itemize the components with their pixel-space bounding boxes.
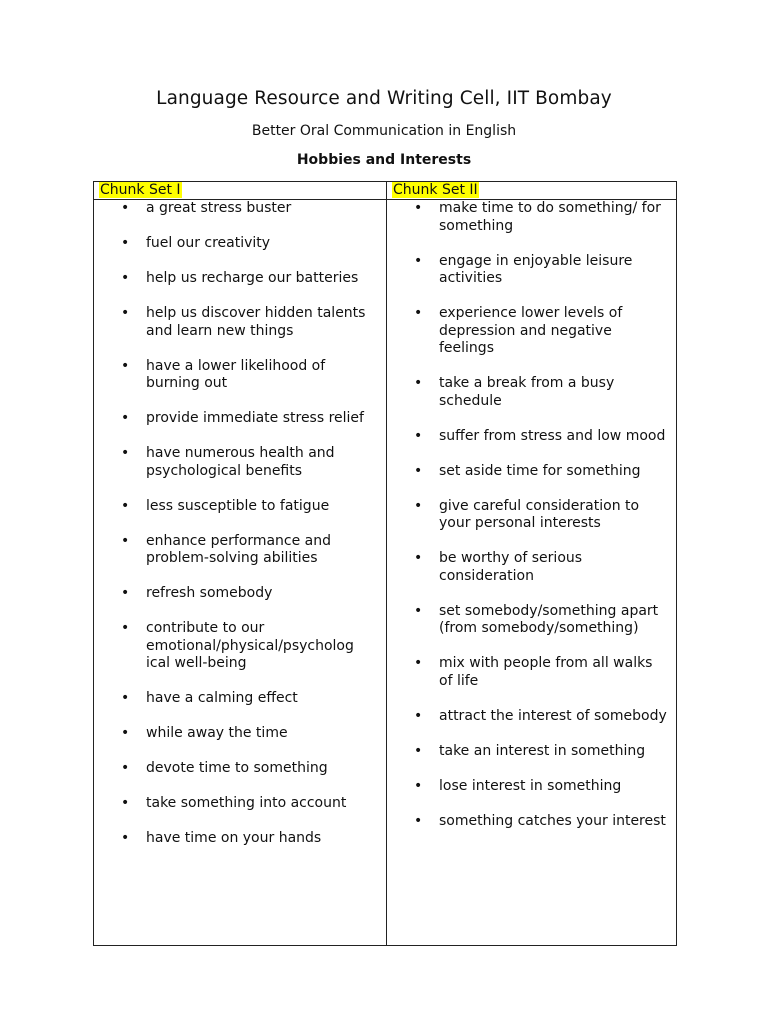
list-item: • experience lower levels of depression and negative feelings xyxy=(387,305,676,358)
list-item: • take a break from a busy schedule xyxy=(387,375,676,410)
list-item: • engage in enjoyable leisure activities xyxy=(387,253,676,288)
list-item: • while away the time xyxy=(94,725,386,743)
list-item: • give careful consideration to your personal interests xyxy=(387,498,676,533)
list-item: • devote time to something xyxy=(94,760,386,778)
list-item: • help us recharge our batteries xyxy=(94,270,386,288)
list-item: • have time on your hands xyxy=(94,830,386,848)
chunk-set-2-cell xyxy=(387,200,677,946)
list-item: • take something into account xyxy=(94,795,386,813)
table-body-row xyxy=(94,200,677,946)
chunk-table xyxy=(93,181,677,946)
list-item: • fuel our creativity xyxy=(94,235,386,253)
list-item: • provide immediate stress relief xyxy=(94,410,386,428)
list-item: • take an interest in something xyxy=(387,743,676,761)
list-item: • contribute to our emotional/physical/psycholog ical well-being xyxy=(94,620,386,673)
list-item: • help us discover hidden talents and learn new things xyxy=(94,305,386,340)
document-title: Language Resource and Writing Cell, IIT Bombay xyxy=(156,88,612,109)
list-item: • set aside time for something xyxy=(387,463,676,481)
section-heading: Hobbies and Interests xyxy=(296,152,472,168)
list-item: • a great stress buster xyxy=(94,200,386,218)
list-item: • make time to do something/ for something xyxy=(387,200,676,235)
chunk-set-2-list xyxy=(387,200,676,830)
list-item: • have a calming effect xyxy=(94,690,386,708)
list-item: • lose interest in something xyxy=(387,778,676,796)
chunk-set-1-cell xyxy=(94,200,387,946)
chunk-set-2-label: Chunk Set II xyxy=(393,182,478,198)
list-item: • have numerous health and psychological benefits xyxy=(94,445,386,480)
chunk-set-1-label: Chunk Set I xyxy=(100,182,181,198)
list-item: • suffer from stress and low mood xyxy=(387,428,676,446)
list-item: • have a lower likelihood of burning out xyxy=(94,358,386,393)
list-item: • something catches your interest xyxy=(387,813,676,831)
list-item: • refresh somebody xyxy=(94,585,386,603)
chunk-set-1-header xyxy=(94,182,387,200)
document-subtitle: Better Oral Communication in English xyxy=(251,123,517,139)
list-item: • less susceptible to fatigue xyxy=(94,498,386,516)
list-item: • attract the interest of somebody xyxy=(387,708,676,726)
list-item: • mix with people from all walks of life xyxy=(387,655,676,690)
chunk-set-2-header xyxy=(387,182,677,200)
table-header-row xyxy=(94,182,677,200)
chunk-set-1-list xyxy=(94,200,386,848)
list-item: • enhance performance and problem-solving abilities xyxy=(94,533,386,568)
list-item: • be worthy of serious consideration xyxy=(387,550,676,585)
list-item: • set somebody/something apart (from somebody/something) xyxy=(387,603,676,638)
